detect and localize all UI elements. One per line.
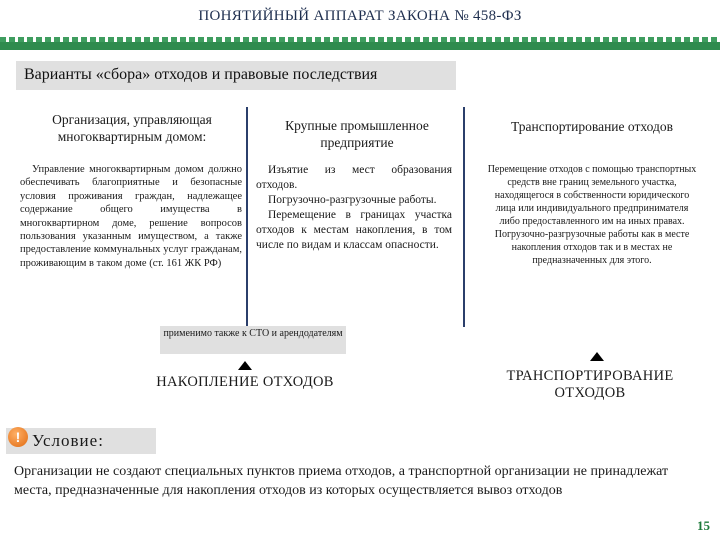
column-1-body: Управление многоквартирным домом должно обеспечивать благоприятные и безопасные условия проживания граждан, надлежащее содержание общего имущества в многоквартирном доме, решение вопросов пользования указанным имуществом, а также предоставление коммунальных услуг гражданам, проживающим в таком доме (ст. 161 ЖК РФ) [20,164,242,269]
condition-text: Организации не создают специальных пунктов приема отходов, а транспортной организации не принадлежат места, предназначенные для накопления отходов из которых осуществляется вывоз отходов [14,464,669,498]
column-2-body [256,163,452,253]
column-3-paragraph: Перемещение отходов с помощью транспортных средств вне границ земельного участка, находящегося в собственности юридического лица или индивидуального предпринимателя либо предоставленного им на иных правах. [487,164,697,227]
triangle-up-icon [590,352,604,361]
column-3-body [486,163,698,267]
accumulation-label: НАКОПЛЕНИЕ ОТХОДОВ [156,374,334,390]
transport-label: ТРАНСПОРТИРОВАНИЕ ОТХОДОВ [506,368,674,401]
column-2-heading: Крупные промышленное предприятие [285,118,429,150]
divider-right [463,107,465,327]
column-2-paragraph: Перемещение в границах участка отходов к местам накопления, в том числе по видам и классам опасности. [256,209,452,251]
column-3-heading: Транспортирование отходов [511,119,673,134]
column-1-heading: Организация, управляющая многоквартирным домом: [52,112,212,144]
page-number: 15 [697,518,710,533]
slide-title: ПОНЯТИЙНЫЙ АППАРАТ ЗАКОНА № 458-ФЗ [198,8,522,24]
condition-label: Условие: [32,431,104,450]
header-green-bar [0,42,720,50]
center-note: применимо также к СТО и арендодателям [163,328,343,339]
exclamation-icon: ! [8,427,28,447]
column-2-paragraph: Погрузочно-разгрузочные работы. [268,194,437,206]
column-3-paragraph: Погрузочно-разгрузочные работы как в месте накопления отходов так и в местах не предназначенных для этого. [494,229,690,266]
triangle-up-icon [238,361,252,370]
column-2-paragraph: Изъятие из мест образования отходов. [256,164,452,191]
divider-left [246,107,248,327]
subtitle: Варианты «сбора» отходов и правовые последствия [24,66,378,83]
